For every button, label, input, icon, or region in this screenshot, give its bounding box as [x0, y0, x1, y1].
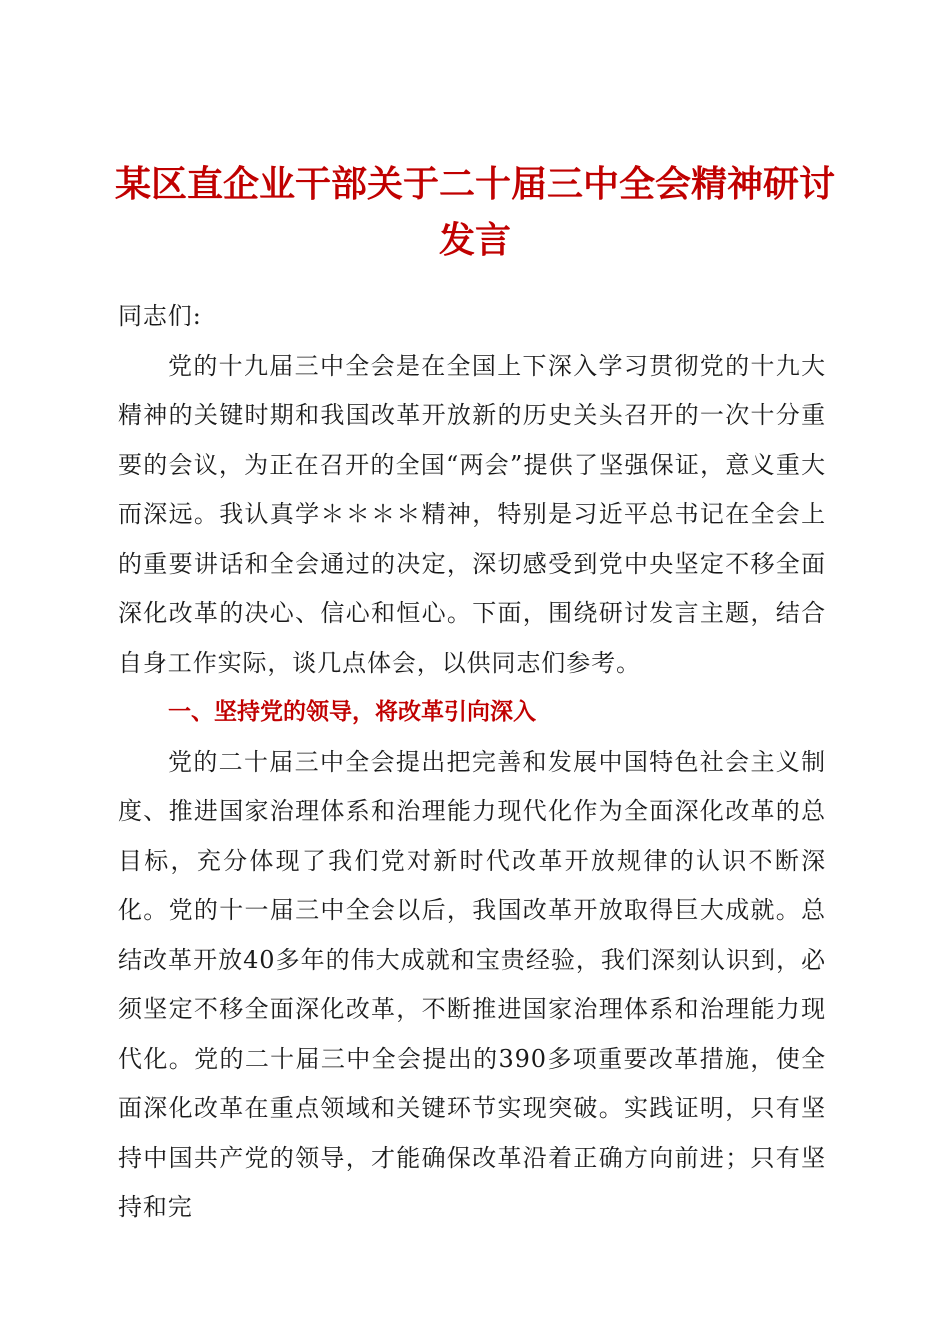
intro-paragraph: 党的十九届三中全会是在全国上下深入学习贯彻党的十九大精神的关键时期和我国改革开放新的历史关头召开的一次十分重要的会议，为正在召开的全国“两会”提供了坚强保证，意义重大而深远。我认真学＊＊＊＊精神，特别是习近平总书记在全会上的重要讲话和全会通过的决定，深切感受到党中央坚定不移全面深化改革的决心、信心和恒心。下面，围绕研讨发言主题，结合自身工作实际，谈几点体会，以供同志们参考。: [118, 351, 826, 677]
section-heading: 一、坚持党的领导，将改革引向深入: [168, 699, 536, 725]
document-title: 某区直企业干部关于二十届三中全会精神研讨发言: [114, 163, 835, 261]
section-paragraph: 党的二十届三中全会提出把完善和发展中国特色社会主义制度、推进国家治理体系和治理能力现代化作为全面深化改革的总目标，充分体现了我们党对新时代改革开放规律的认识不断深化。党的十一届三中全会以后，我国改革开放取得巨大成就。总结改革开放40多年的伟大成就和宝贵经验，我们深刻认识到，必须坚定不移全面深化改革，不断推进国家治理体系和治理能力现代化。党的二十届三中全会提出的390多项重要改革措施，使全面深化改革在重点领域和关键环节实现突破。实践证明，只有坚持中国共产党的领导，才能确保改革沿着正确方向前进；只有坚持和完: [118, 747, 826, 1221]
document-body: [118, 292, 826, 1233]
salutation: 同志们:: [118, 302, 202, 330]
